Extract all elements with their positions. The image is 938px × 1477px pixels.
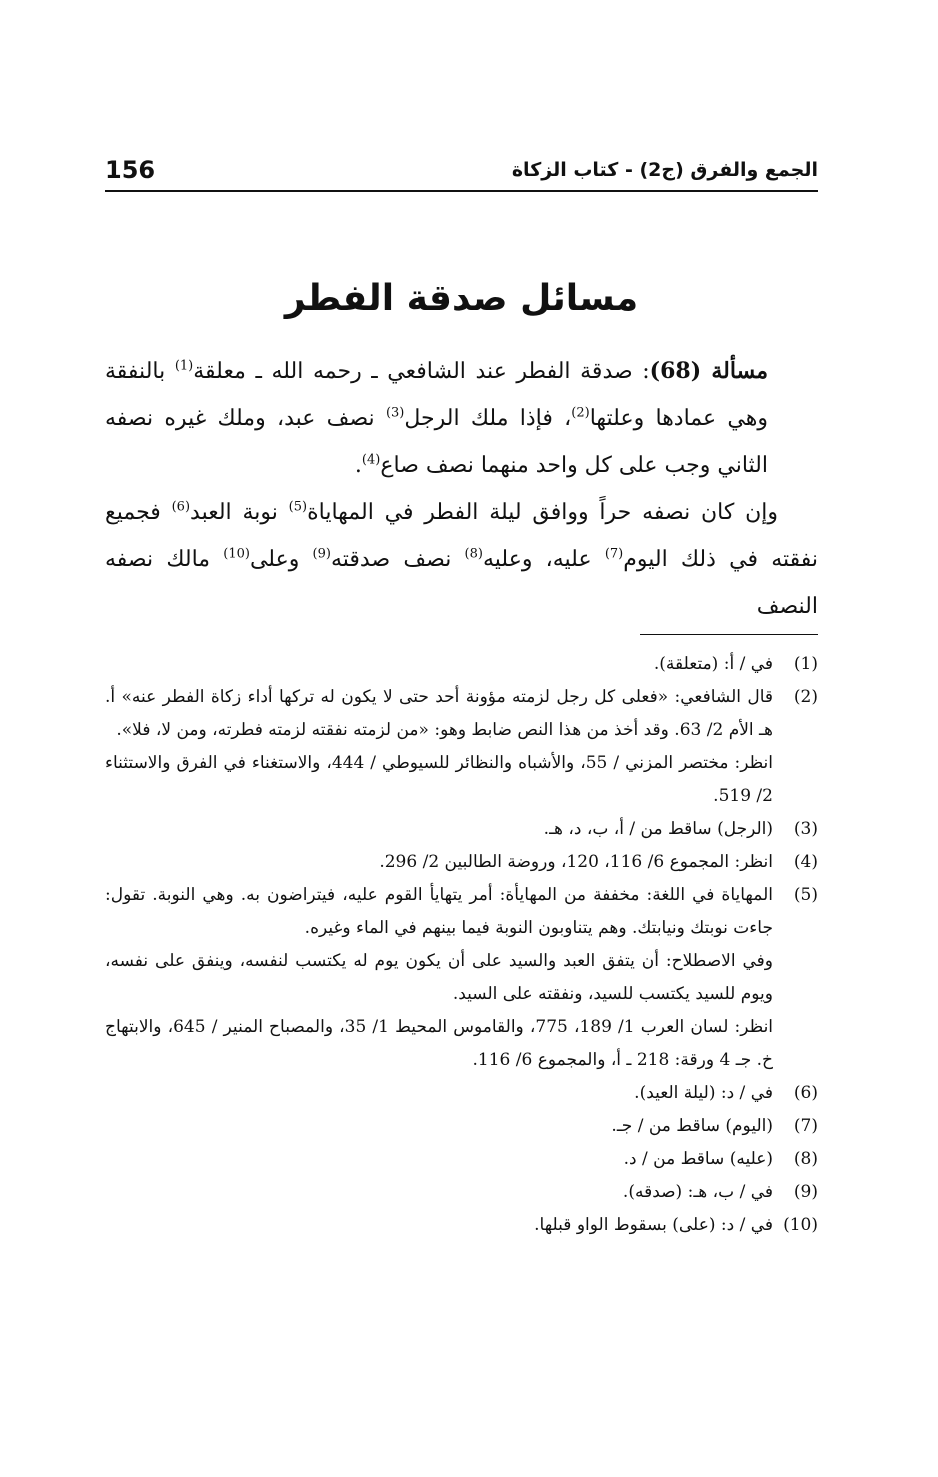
main-text [105, 348, 818, 630]
footnote-text [105, 1077, 773, 1110]
footnote-9 [105, 1176, 818, 1209]
footnote-text [105, 846, 773, 879]
footnote-text [105, 1110, 773, 1143]
paragraph-1-text: . [354, 453, 362, 478]
footnote-line: في / د: (على) بسقوط الواو قبلها. [534, 1215, 773, 1235]
footnote-2 [105, 681, 818, 813]
footnote-ref-8: (8) [464, 546, 483, 562]
footnote-ref-1: (1) [174, 358, 194, 374]
page-number: 156 [105, 156, 156, 184]
footnote-line: (الرجل) ساقط من / أ، ب، د، هـ. [543, 819, 773, 839]
paragraph-1 [105, 348, 818, 489]
paragraph-1-text: نصف عبد، وملك غيره نصفه الثاني وجب على كل واحد منهما نصف صاع [105, 406, 768, 478]
paragraph-1-text: بالنفقة وهي عمادها وعلتها [105, 359, 768, 431]
footnote-line: المهاياة في اللغة: مخففة من المهايأة: أمر يتهايأ القوم عليه، فيتراضون به. وهي النوبة. تقول: جاءت نوبتك ونيابتك. وهم يتناوبون النوبة فيما بينهم في الماء وغيره. [105, 885, 773, 938]
paragraph-2-text: فجميع نفقته في ذلك اليوم [105, 500, 819, 572]
footnote-line: في / د: (ليلة العيد). [634, 1083, 773, 1103]
footnote-line: في / أ: (متعلقة). [653, 654, 773, 674]
footnote-line: وفي الاصطلاح: أن يتفق العبد والسيد على أن يكون يوم له يكتسب لنفسه، وينفق على نفسه، ويوم للسيد يكتسب للسيد، ونفقته على السيد. [105, 951, 773, 1004]
footnote-line: (اليوم) ساقط من / جـ. [611, 1116, 773, 1136]
page-header [105, 150, 818, 192]
footnote-line: انظر: مختصر المزني / 55، والأشباه والنظائر للسيوطي / 444، والاستغناء في الفرق والاستثناء 2/ 519. [105, 753, 773, 806]
footnote-6 [105, 1077, 818, 1110]
footnote-separator [640, 634, 818, 635]
footnote-ref-3: (3) [385, 405, 405, 421]
footnote-number: (10) [783, 1215, 818, 1235]
running-title: الجمع والفرق (ج2) - كتاب الزكاة [511, 159, 818, 181]
paragraph-1-text: ، فإذا ملك الرجل [404, 406, 572, 431]
footnote-text [105, 681, 773, 813]
footnote-number: (9) [793, 1182, 818, 1202]
footnote-ref-9: (9) [312, 546, 331, 562]
footnote-10 [105, 1209, 818, 1242]
footnote-text [105, 1209, 773, 1242]
footnote-number: (5) [793, 885, 818, 905]
paragraph-2 [105, 489, 818, 630]
footnote-line: انظر: لسان العرب 1/ 189، 775، والقاموس المحيط 1/ 35، والمصباح المنير / 645، والابتهاج خ. جـ 4 ورقة: 218 ـ أ، والمجموع 6/ 116. [105, 1017, 774, 1070]
footnote-text [105, 879, 773, 1077]
footnote-ref-6: (6) [171, 499, 191, 515]
footnote-ref-2: (2) [571, 405, 590, 421]
footnote-text [105, 813, 773, 846]
footnote-number: (3) [793, 819, 818, 839]
footnote-7 [105, 1110, 818, 1143]
footnote-number: (7) [793, 1116, 818, 1136]
issue-label: مسألة (68) [649, 358, 768, 384]
footnote-number: (6) [793, 1083, 818, 1103]
footnote-line: قال الشافعي: «فعلى كل رجل لزمته مؤونة أحد حتى لا يكون له تركها أداء زكاة الفطر عنه» أ. هـ الأم 2/ 63. وقد أخذ من هذا النص ضابط وهو: «من لزمته نفقته لزمته فطرته، ومن لا، فلا». [105, 687, 773, 740]
footnote-4 [105, 846, 818, 879]
footnote-number: (2) [793, 687, 818, 707]
footnote-8 [105, 1143, 818, 1176]
footnote-number: (8) [793, 1149, 818, 1169]
paragraph-2-text: مالك نصفه النصف [105, 547, 818, 619]
paragraph-2-text: وعلى [249, 547, 313, 572]
footnote-3 [105, 813, 818, 846]
chapter-title: مسائل صدقة الفطر [284, 278, 639, 319]
footnote-line: (عليه) ساقط من / د. [623, 1149, 773, 1169]
footnote-text [105, 1143, 773, 1176]
footnote-text [105, 1176, 773, 1209]
paragraph-2-text: عليه، وعليه [482, 547, 605, 572]
footnote-number: (4) [793, 852, 818, 872]
footnote-1 [105, 648, 818, 681]
footnote-line: انظر: المجموع 6/ 116، 120، وروضة الطالبين 2/ 296. [379, 852, 773, 872]
footnote-ref-4: (4) [361, 452, 381, 468]
footnote-ref-10: (10) [223, 546, 250, 562]
paragraph-2-text: نوبة العبد [190, 500, 289, 525]
footnotes [105, 648, 818, 1242]
footnote-line: في / ب، هـ: (صدقه). [622, 1182, 773, 1202]
footnote-5 [105, 879, 818, 1077]
footnote-ref-7: (7) [604, 546, 624, 562]
footnote-text [105, 648, 773, 681]
paragraph-2-text: وإن كان نصفه حراً ووافق ليلة الفطر في المهاياة [307, 500, 779, 525]
footnote-number: (1) [793, 654, 818, 674]
paragraph-2-text: نصف صدقته [330, 547, 465, 572]
footnote-ref-5: (5) [288, 499, 308, 515]
paragraph-1-text: : صدقة الفطر عند الشافعي ـ رحمه الله ـ معلقة [193, 359, 650, 384]
